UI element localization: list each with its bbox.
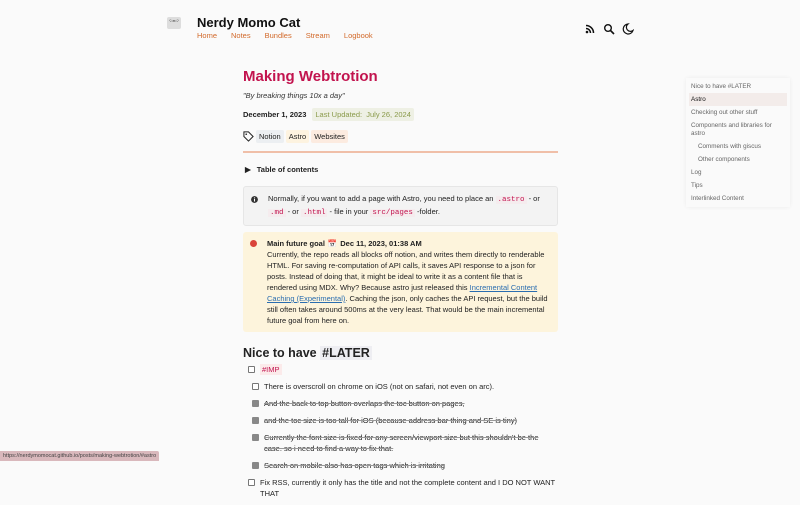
updated-label: Last Updated: bbox=[315, 110, 363, 119]
toc-item[interactable]: Log bbox=[691, 168, 702, 176]
callout-text: - or bbox=[285, 207, 301, 216]
checkbox[interactable] bbox=[252, 400, 259, 407]
todo-item bbox=[252, 381, 558, 392]
imp-tag: #IMP bbox=[262, 365, 280, 374]
todo-text: Fix RSS, currently it only has the title and not the complete content and I DO NOT WANT THAT bbox=[260, 478, 555, 498]
toc-label: Table of contents bbox=[256, 165, 319, 174]
page-title: Making Webtrotion bbox=[243, 68, 378, 85]
nav-notes[interactable]: Notes bbox=[231, 31, 251, 40]
toc-item-active[interactable]: Astro bbox=[689, 93, 787, 106]
callout-title: Main future goal bbox=[267, 239, 325, 248]
rss-icon[interactable] bbox=[584, 22, 596, 34]
callout-text: - or bbox=[526, 194, 540, 203]
goal-callout bbox=[243, 232, 558, 332]
tag-icon bbox=[243, 131, 254, 142]
toc-item[interactable]: Comments with giscus bbox=[698, 142, 761, 150]
caching-link[interactable]: Incremental Content Caching (Experimental) bbox=[267, 283, 538, 303]
code: .md bbox=[270, 209, 284, 217]
checkbox[interactable] bbox=[252, 383, 259, 390]
checkbox[interactable] bbox=[248, 479, 255, 486]
callout-text: Currently, the repo reads all blocks off notion, and writes them directly to renderable HTML. For saving re-computation of API calls, it saves API response to a json for posts. Instead of doing that, it might be ideal to write it as a content file that is rendered using MDX. Why? Because astro just released this bbox=[267, 250, 545, 292]
toc-item[interactable]: Nice to have #LATER bbox=[691, 82, 752, 90]
callout-text: - file in your bbox=[327, 207, 371, 216]
publish-date: December 1, 2023 bbox=[243, 110, 307, 119]
todo-item bbox=[252, 398, 558, 409]
checkbox[interactable] bbox=[252, 462, 259, 469]
todo-text: and the toc size is too tall for iOS (because address bar thing and SE is tiny) bbox=[264, 416, 518, 425]
todo-text: Search on mobile also has open tags which is irritating bbox=[264, 461, 445, 470]
red-circle-icon bbox=[250, 240, 257, 247]
sidebar-toc bbox=[686, 78, 790, 207]
tag-astro[interactable]: Astro bbox=[286, 130, 310, 143]
main-nav bbox=[197, 31, 373, 40]
nav-stream[interactable]: Stream bbox=[305, 31, 330, 40]
section-heading bbox=[243, 346, 558, 360]
callout-body bbox=[267, 249, 550, 326]
tag-websites[interactable]: Websites bbox=[311, 130, 348, 143]
tag-list bbox=[243, 130, 558, 143]
toc-item[interactable]: Checking out other stuff bbox=[691, 108, 758, 116]
post-dates bbox=[243, 108, 558, 121]
nav-home[interactable]: Home bbox=[197, 31, 218, 40]
callout-date: Dec 11, 2023, 01:38 AM bbox=[340, 239, 422, 248]
callout-text: -folder. bbox=[414, 207, 440, 216]
callout-text: Normally, if you want to add a page with Astro, you need to place an bbox=[268, 194, 496, 203]
callout-header bbox=[267, 238, 550, 249]
checkbox[interactable] bbox=[252, 417, 259, 424]
header-icons bbox=[584, 22, 634, 34]
nav-bundles[interactable]: Bundles bbox=[264, 31, 292, 40]
updated-badge bbox=[312, 108, 414, 121]
todo-item bbox=[248, 477, 558, 499]
heading-tag: #LATER bbox=[322, 346, 370, 360]
todo-item bbox=[252, 415, 558, 426]
info-icon bbox=[251, 196, 258, 203]
toc-item[interactable]: Tips bbox=[691, 181, 703, 189]
site-logo[interactable]: ʕ•ᴥ•ʔ bbox=[167, 17, 181, 29]
code: src/pages bbox=[372, 209, 413, 217]
updated-date: July 26, 2024 bbox=[366, 110, 411, 119]
site-title[interactable]: Nerdy Momo Cat bbox=[197, 15, 301, 30]
toc-item[interactable]: Components and libraries for astro bbox=[691, 121, 772, 137]
post-subtitle: "By breaking things 10x a day" bbox=[243, 91, 345, 100]
code: .astro bbox=[497, 196, 525, 204]
callout-text: . Caching the json, only caches the API request, but the build still often takes around 500ms at the very least. That would be the main incremental future goal from here on. bbox=[267, 294, 548, 325]
checkbox[interactable] bbox=[252, 434, 259, 441]
checkbox[interactable] bbox=[248, 366, 255, 373]
todo-item bbox=[252, 432, 558, 454]
todo-text: And the back to top button overlaps the toc button on pages, bbox=[264, 399, 465, 408]
toc-toggle[interactable] bbox=[245, 165, 558, 174]
post-content bbox=[243, 68, 558, 505]
todo-text: Currently the font size is fixed for any screen/viewport size but this shouldn't be the case. so i need to find a way to fix that. bbox=[264, 433, 539, 453]
divider bbox=[243, 151, 558, 153]
heading-text: Nice to have bbox=[243, 346, 317, 360]
nav-logbook[interactable]: Logbook bbox=[343, 31, 373, 40]
calendar-icon: 📅 bbox=[327, 239, 338, 248]
info-callout bbox=[243, 186, 558, 226]
toc-item[interactable]: Other components bbox=[698, 155, 750, 163]
toc-item[interactable]: Interlinked Content bbox=[691, 194, 744, 202]
status-bar-url: https://nerdymomocat.github.io/posts/making-webtrotion/#astro bbox=[0, 451, 159, 461]
moon-icon[interactable] bbox=[622, 22, 634, 34]
tag-notion[interactable]: Notion bbox=[256, 130, 284, 143]
todo-item bbox=[248, 364, 558, 375]
triangle-right-icon: ▶ bbox=[245, 165, 251, 174]
todo-text: There is overscroll on chrome on iOS (not on safari, not even on arc). bbox=[264, 382, 495, 391]
search-icon[interactable] bbox=[603, 22, 615, 34]
code: .html bbox=[302, 209, 326, 217]
